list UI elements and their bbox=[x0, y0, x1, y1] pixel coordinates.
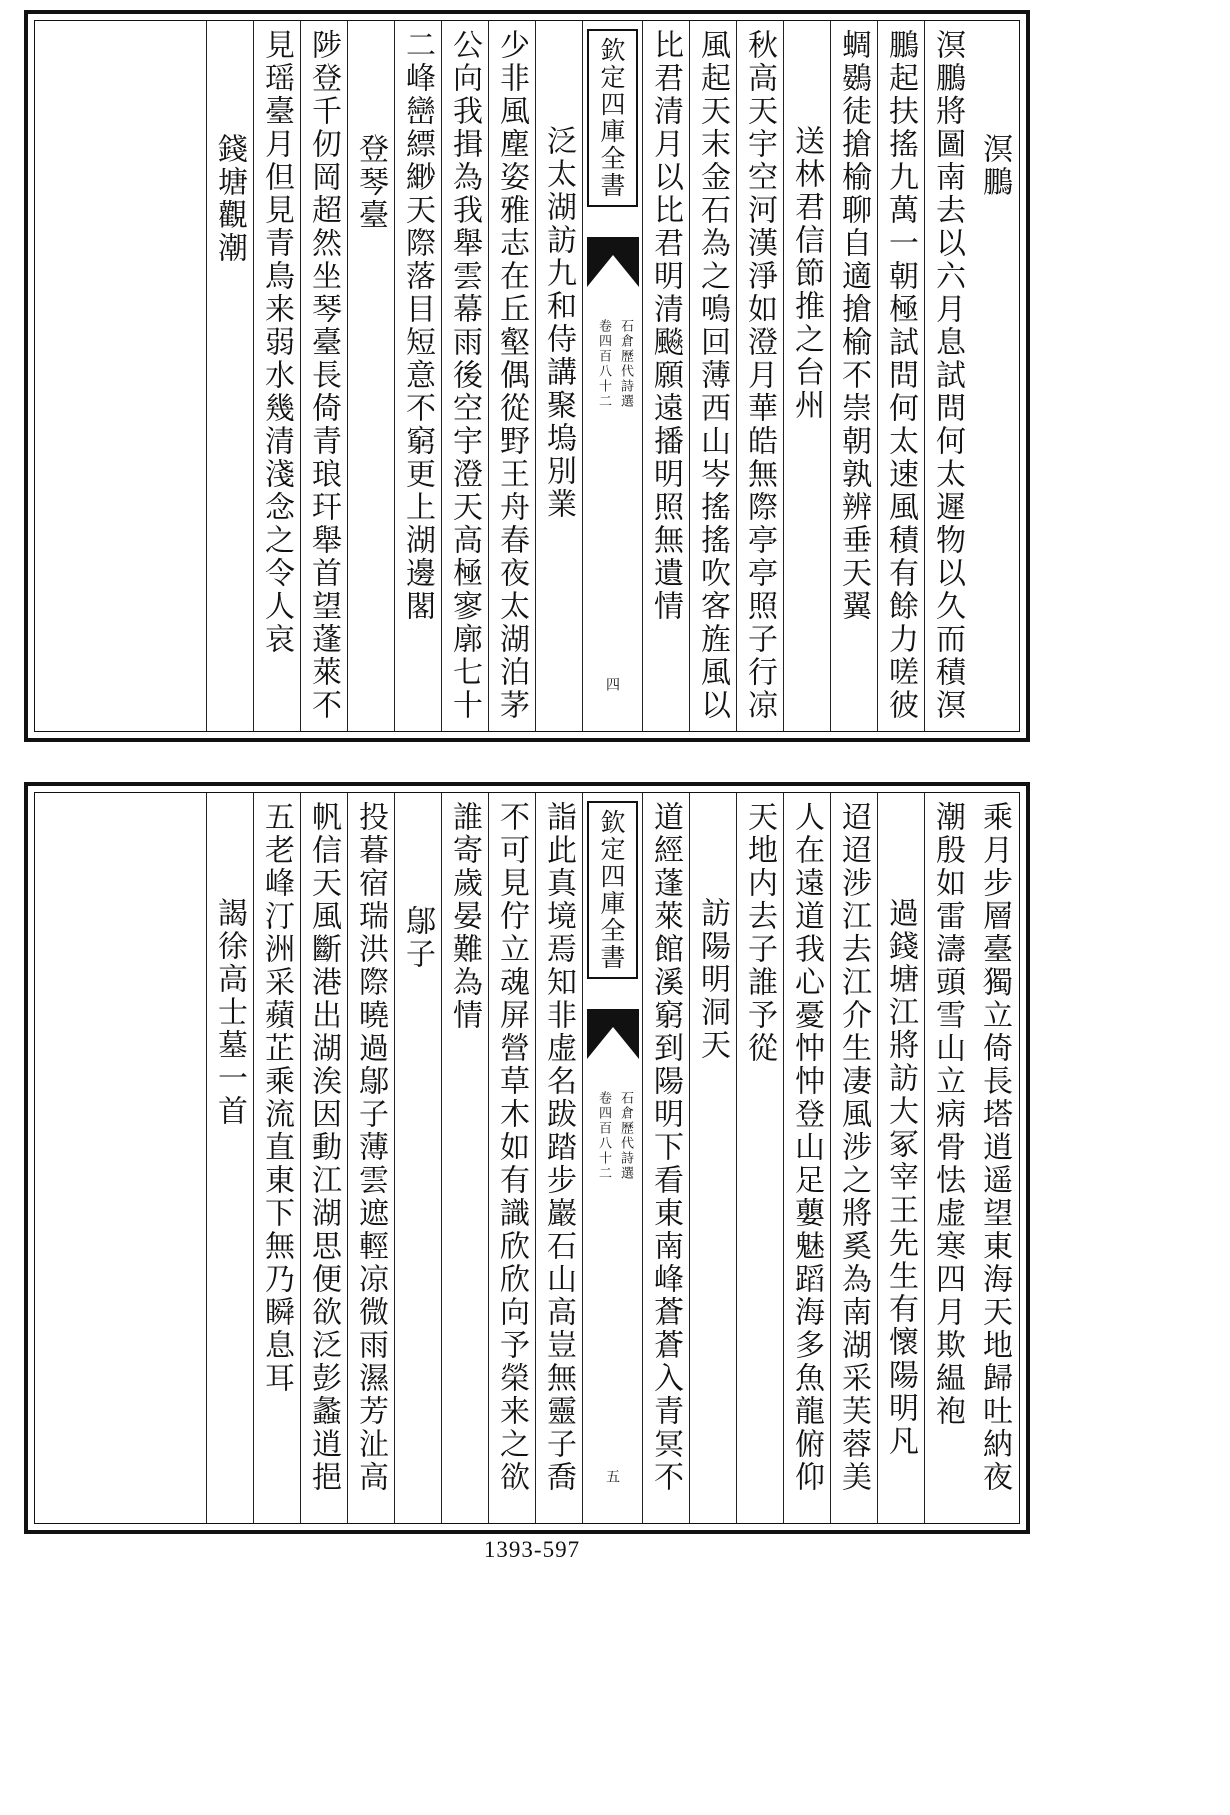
column-text: 見瑶臺月但見青鳥来弱水幾清淺念之令人哀 bbox=[259, 29, 294, 656]
fish-tail-mark-icon bbox=[587, 1009, 639, 1059]
text-column bbox=[206, 21, 253, 731]
text-column bbox=[971, 21, 1018, 731]
column-text: 五老峰汀洲采蘋芷乘流直東下無乃瞬息耳 bbox=[259, 801, 294, 1395]
page-number: 四 bbox=[604, 677, 620, 691]
book-center-strip bbox=[582, 21, 642, 731]
text-column bbox=[206, 793, 253, 1523]
column-text: 謁徐高士墓一首 bbox=[212, 897, 247, 1128]
collection-name: 石倉歷代詩選 bbox=[618, 319, 633, 409]
column-text: 天地内去子誰予從 bbox=[742, 801, 777, 1065]
column-text: 蜩鷃徒搶榆聊自適搶榆不崇朝孰辨垂天翼 bbox=[836, 29, 871, 623]
text-column bbox=[877, 793, 924, 1523]
text-column bbox=[488, 793, 535, 1523]
text-column bbox=[535, 793, 582, 1523]
top-page bbox=[24, 10, 1030, 742]
text-column bbox=[642, 21, 689, 731]
footer-code: 1393-597 bbox=[483, 1537, 581, 1562]
text-column bbox=[689, 21, 736, 731]
text-column bbox=[736, 793, 783, 1523]
column-text: 送林君信節推之台州 bbox=[789, 125, 824, 422]
column-text: 公向我揖為我舉雲幕雨後空宇澄天高極寥廓七十 bbox=[447, 29, 482, 722]
text-column bbox=[347, 793, 394, 1523]
collection-info bbox=[589, 319, 636, 409]
column-text: 鵬起扶搖九萬一朝極試問何太速風積有餘力嗟彼 bbox=[883, 29, 918, 722]
text-column bbox=[488, 21, 535, 731]
collection-info bbox=[589, 1091, 636, 1181]
text-column bbox=[394, 21, 441, 731]
text-column bbox=[642, 793, 689, 1523]
column-text: 登琴臺 bbox=[353, 133, 388, 232]
text-column bbox=[394, 793, 441, 1523]
column-text: 溟鵬將圖南去以六月息試問何太遲物以久而積溟 bbox=[930, 29, 965, 722]
column-text: 泛太湖訪九和侍講聚塢別業 bbox=[541, 125, 576, 521]
text-column bbox=[347, 21, 394, 731]
text-column bbox=[830, 21, 877, 731]
text-column bbox=[830, 793, 877, 1523]
fish-tail-mark-icon bbox=[587, 237, 639, 287]
column-text: 風起天末金石為之鳴回薄西山岑搖搖吹客旌風以 bbox=[695, 29, 730, 722]
text-column bbox=[300, 793, 347, 1523]
text-column bbox=[971, 793, 1018, 1523]
text-column bbox=[253, 21, 300, 731]
column-text: 誰寄歲晏難為情 bbox=[447, 801, 482, 1032]
text-column bbox=[300, 21, 347, 731]
bottom-page-frame bbox=[34, 792, 1020, 1524]
column-text: 鄔子 bbox=[400, 905, 435, 971]
text-column bbox=[877, 21, 924, 731]
column-text: 二峰巒縹緲天際落目短意不窮更上湖邊閣 bbox=[400, 29, 435, 623]
volume-number: 卷四百八十二 bbox=[596, 319, 611, 409]
book-title-label: 欽定四庫全書 bbox=[587, 29, 638, 207]
column-text: 乘月步層臺獨立倚長塔逍遥望東海天地歸吐納夜 bbox=[977, 801, 1012, 1494]
column-text: 帆信天風斷港出湖涘因動江湖思便欲泛彭蠡逍挹 bbox=[306, 801, 341, 1494]
text-column bbox=[441, 21, 488, 731]
column-text: 道經蓬萊館溪窮到陽明下看東南峰蒼蒼入青冥不 bbox=[648, 801, 683, 1494]
column-text: 過錢塘江將訪大冢宰王先生有懷陽明凡 bbox=[883, 897, 918, 1458]
book-title-label: 欽定四庫全書 bbox=[587, 801, 638, 979]
column-text: 溟鵬 bbox=[977, 133, 1012, 199]
column-text: 不可見佇立魂屏營草木如有識欣欣向予榮来之欲 bbox=[494, 801, 529, 1494]
column-text: 陟登千仞岡超然坐琴臺長倚青琅玕舉首望蓬萊不 bbox=[306, 29, 341, 722]
page-number: 五 bbox=[604, 1469, 620, 1483]
text-column bbox=[783, 21, 830, 731]
column-text: 人在遠道我心憂忡忡登山足蘡魅蹈海多魚龍俯仰 bbox=[789, 801, 824, 1494]
column-text: 迢迢涉江去江介生凄風涉之將奚為南湖采芙蓉美 bbox=[836, 801, 871, 1494]
column-text: 詣此真境焉知非虚名跋踏步巖石山高豈無靈子喬 bbox=[541, 801, 576, 1494]
column-text: 潮殷如雷濤頭雪山立病骨怯虚寒四月欺緼袍 bbox=[930, 801, 965, 1428]
collection-name: 石倉歷代詩選 bbox=[618, 1091, 633, 1181]
text-column bbox=[253, 793, 300, 1523]
bottom-page bbox=[24, 782, 1030, 1534]
top-page-frame bbox=[34, 20, 1020, 732]
column-text: 秋高天宇空河漢淨如澄月華皓無際亭亭照子行凉 bbox=[742, 29, 777, 722]
text-column bbox=[783, 793, 830, 1523]
text-column bbox=[924, 793, 971, 1523]
column-text: 投暮宿瑞洪際曉過鄔子薄雲遮輕凉微雨濕芳沚高 bbox=[353, 801, 388, 1494]
column-text: 少非風塵姿雅志在丘壑偶從野王舟春夜太湖泊茅 bbox=[494, 29, 529, 722]
text-column bbox=[441, 793, 488, 1523]
column-text: 錢塘觀潮 bbox=[212, 133, 247, 265]
text-column bbox=[924, 21, 971, 731]
book-center-strip bbox=[582, 793, 642, 1523]
volume-number: 卷四百八十二 bbox=[596, 1091, 611, 1181]
text-column bbox=[689, 793, 736, 1523]
text-column bbox=[736, 21, 783, 731]
text-column bbox=[535, 21, 582, 731]
column-text: 訪陽明洞天 bbox=[695, 897, 730, 1062]
column-text: 比君清月以比君明清飈願遠播明照無遺情 bbox=[648, 29, 683, 623]
